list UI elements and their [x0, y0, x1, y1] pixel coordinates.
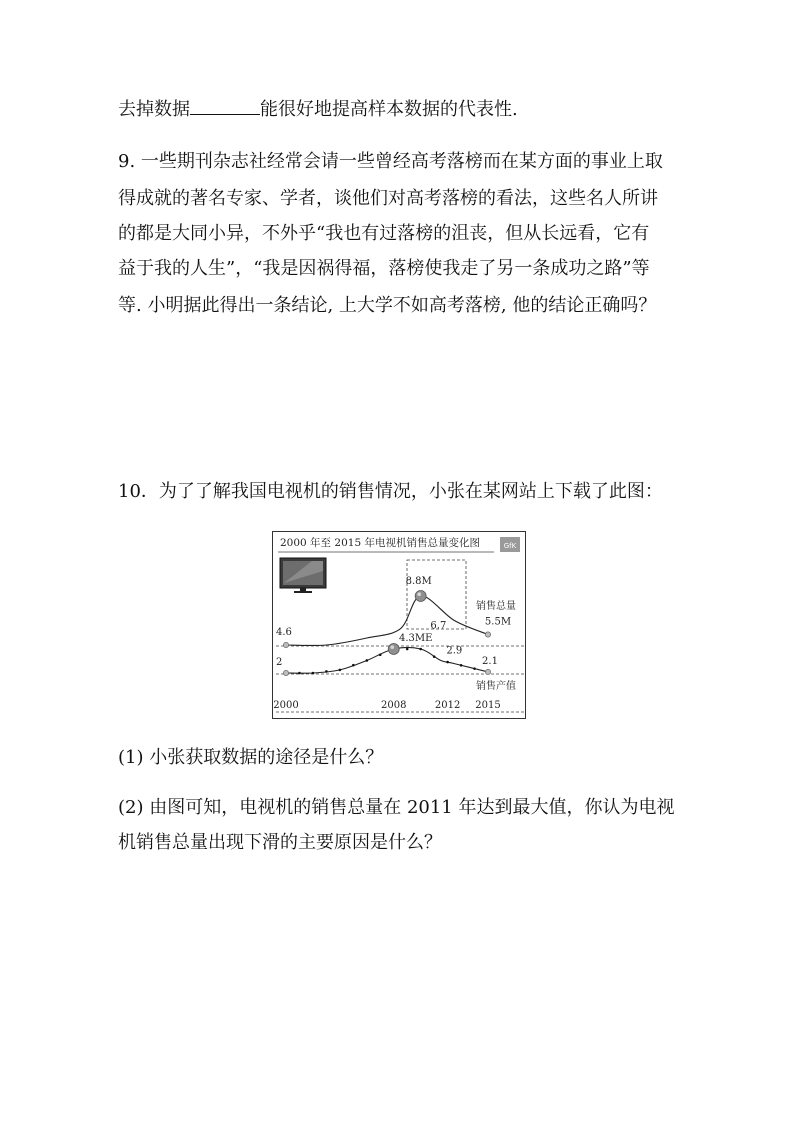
- logo-text: GfK: [503, 542, 517, 550]
- data-point: [446, 661, 449, 664]
- end-marker: [283, 670, 288, 675]
- q9-line-1: 9. 一些期刊杂志社经常会请一些曾经高考落榜而在某方面的事业上取: [118, 151, 663, 172]
- series-name-label: 销售产值: [476, 681, 516, 692]
- data-label: 6.7: [430, 620, 447, 632]
- data-point: [473, 667, 476, 670]
- q10-sub2-line-2: 机销售总量出现下滑的主要原因是什么？: [118, 832, 442, 853]
- q9-line-3: 的都是大同小异，不外乎“我也有过落榜的沮丧，但从长远看，它有: [118, 223, 650, 244]
- end-marker: [485, 632, 490, 637]
- data-point: [460, 664, 463, 667]
- end-marker: [283, 642, 288, 647]
- data-point: [298, 672, 301, 675]
- q8-text-before: 去掉数据: [118, 99, 190, 120]
- x-tick-label: 2008: [381, 700, 407, 711]
- answer-blank[interactable]: [190, 98, 260, 115]
- data-label: 2: [276, 657, 283, 668]
- q10-sub2-line-1: (2) 由图可知，电视机的销售总量在 2011 年达到最大值，你认为电视: [118, 797, 675, 818]
- end-marker: [485, 669, 490, 674]
- chart-title: 2000 年至 2015 年电视机销售总量变化图: [280, 537, 480, 549]
- data-label: 2.9: [446, 645, 463, 657]
- q9-line-5: 等. 小明据此得出一条结论, 上大学不如高考落榜, 他的结论正确吗？: [118, 295, 657, 316]
- x-tick-label: 2000: [273, 700, 299, 711]
- q10-intro: 10．为了了解我国电视机的销售情况，小张在某网站上下载了此图：: [118, 481, 663, 502]
- data-point: [339, 669, 342, 672]
- tv-sales-chart: [272, 531, 526, 719]
- tv-icon: [280, 558, 326, 593]
- x-tick-label: 2012: [434, 700, 461, 711]
- q9-line-2: 得成就的著名专家、学者，谈他们对高考落榜的看法，这些名人所讲: [118, 188, 658, 209]
- peak-marker-highlight: [390, 645, 394, 649]
- data-label: 4.6: [276, 627, 292, 638]
- q10-sub1: (1) 小张获取数据的途径是什么？: [118, 747, 384, 768]
- q8-text-after: 能很好地提高样本数据的代表性.: [260, 99, 518, 120]
- data-point: [352, 664, 355, 667]
- q8-tail-line: [118, 98, 518, 122]
- data-point: [433, 655, 436, 658]
- peak-marker: [388, 644, 399, 655]
- data-label: 8.8M: [405, 576, 432, 587]
- data-label: 4.3ME: [399, 633, 433, 644]
- peak-marker: [415, 591, 426, 602]
- data-point: [379, 653, 382, 656]
- data-label: 5.5M: [484, 616, 512, 628]
- data-point: [406, 648, 409, 651]
- data-point: [366, 659, 369, 662]
- peak-marker-highlight: [417, 592, 421, 596]
- x-tick-label: 2015: [475, 700, 501, 711]
- q9-line-4: 益于我的人生”，“我是因祸得福，落榜使我走了另一条成功之路”等: [118, 258, 650, 279]
- data-point: [312, 672, 315, 675]
- data-label: 2.1: [482, 655, 498, 667]
- data-point: [325, 670, 328, 673]
- series-name-label: 销售总量: [476, 601, 516, 612]
- data-point: [419, 648, 422, 651]
- chart-svg: [272, 531, 526, 719]
